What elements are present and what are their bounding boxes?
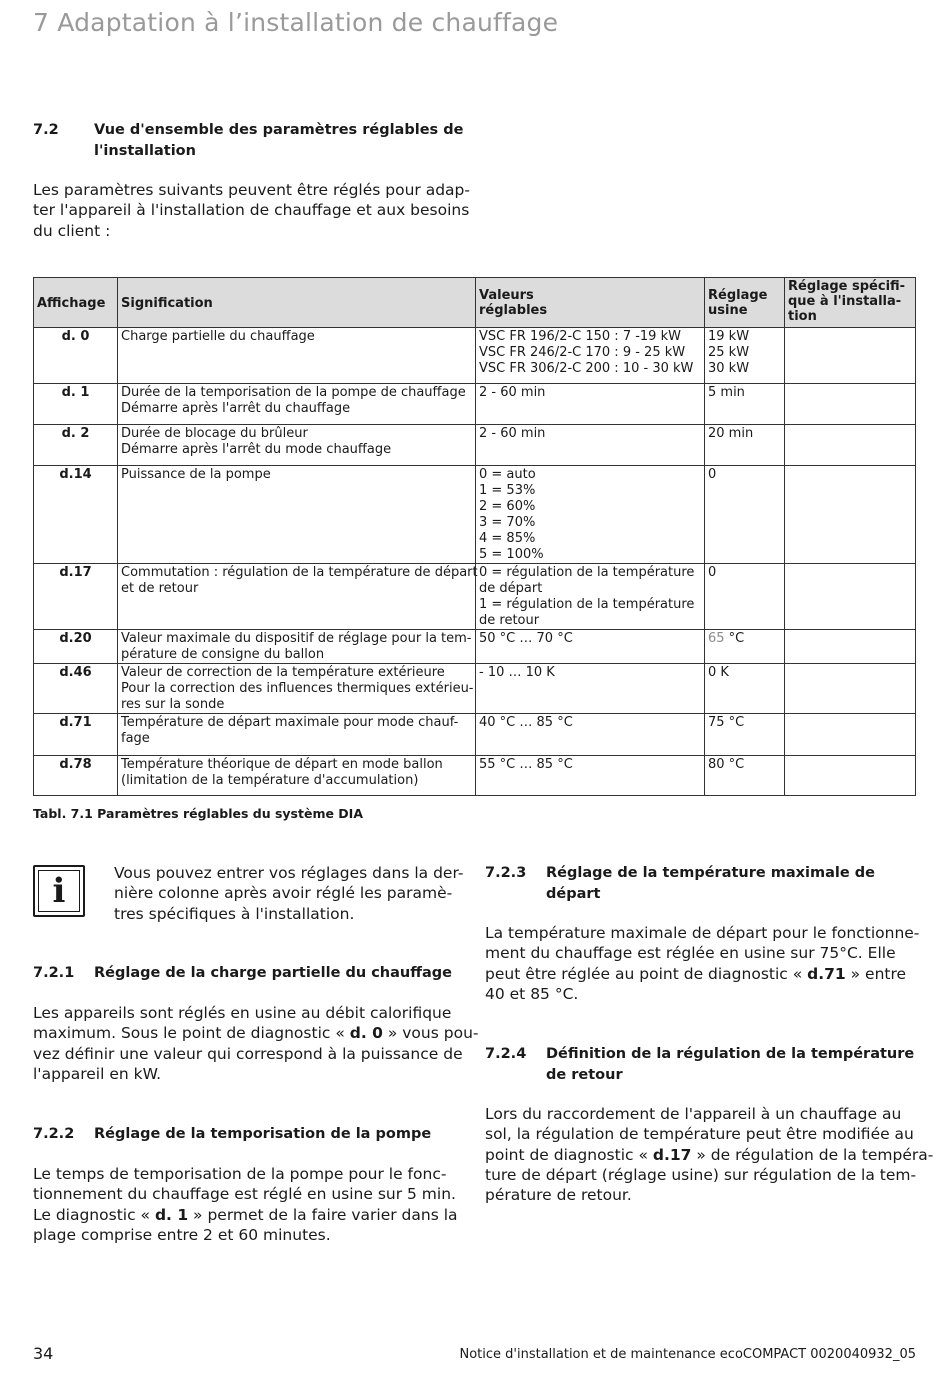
text-run: peut être réglée au point de diagnostic « <box>485 964 808 983</box>
cell-line: 2 - 60 min <box>479 426 546 441</box>
cell-line: fage <box>121 731 150 746</box>
cell-code: d.17 <box>34 564 118 630</box>
paragraph-7-2-4 <box>485 1104 934 1205</box>
info-icon-glyph: i <box>38 870 80 912</box>
table-row <box>34 384 916 425</box>
section-title-line: Vue d'ensemble des paramètres réglables de <box>94 122 464 138</box>
text-run: » permet de la faire varier dans la <box>188 1205 458 1224</box>
text-line: Vous pouvez entrer vos réglages dans la der- <box>114 864 464 882</box>
cell-line: - 10 … 10 K <box>479 665 555 680</box>
cell-line: Commutation : régulation de la température de départ <box>121 565 478 580</box>
cell-signification <box>118 664 476 714</box>
header-usine <box>705 278 785 328</box>
table-row <box>34 466 916 564</box>
header-line: Valeurs <box>479 288 534 303</box>
paragraph-7-2-1 <box>33 1003 479 1084</box>
cell-signification <box>118 630 476 664</box>
cell-specifique-empty[interactable] <box>785 328 916 384</box>
section-heading-7-2-3 <box>485 863 915 905</box>
header-valeurs <box>476 278 705 328</box>
intro-paragraph <box>33 180 473 241</box>
text-run: » vous pou- <box>382 1024 479 1043</box>
cell-valeurs <box>476 664 705 714</box>
section-title <box>94 120 473 162</box>
text-line <box>33 1205 473 1225</box>
section-title <box>546 1044 915 1086</box>
cell-line: 20 min <box>708 426 754 441</box>
table-caption: Tabl. 7.1 Paramètres réglables du système DIA <box>33 806 363 821</box>
cell-usine <box>705 664 785 714</box>
header-signification: Signification <box>118 278 476 328</box>
section-title-line: l'installation <box>94 143 196 159</box>
text-line: ture de départ (réglage usine) sur régulation de la tem- <box>485 1165 917 1184</box>
section-heading-7-2-4 <box>485 1044 915 1086</box>
cell-line: 3 = 70% <box>479 515 536 530</box>
section-title-line: Définition de la régulation de la température <box>546 1046 915 1062</box>
cell-specifique-empty[interactable] <box>785 664 916 714</box>
cell-line: Démarre après l'arrêt du chauffage <box>121 401 351 416</box>
cell-line: Charge partielle du chauffage <box>121 329 315 344</box>
text-run: Le diagnostic « <box>33 1205 155 1224</box>
text-line: ter l'appareil à l'installation de chauffage et aux besoins <box>33 201 470 220</box>
text-line: vez définir une valeur qui correspond à la puissance de <box>33 1044 463 1063</box>
cell-line: 2 = 60% <box>479 499 536 514</box>
cell-valeurs <box>476 714 705 756</box>
section-title-line: Réglage de la température maximale de <box>546 865 875 881</box>
cell-usine <box>705 425 785 466</box>
text-run: » entre <box>845 964 907 983</box>
text-line <box>33 1023 479 1043</box>
cell-usine <box>705 756 785 796</box>
header-line: Réglage <box>708 288 768 303</box>
cell-code: d.71 <box>34 714 118 756</box>
usine-value: 65 <box>708 631 725 646</box>
cell-line: 4 = 85% <box>479 531 536 546</box>
text-line: nière colonne après avoir réglé les paramè- <box>114 884 453 903</box>
cell-line: 50 °C … 70 °C <box>479 631 573 646</box>
cell-line: Puissance de la pompe <box>121 467 271 482</box>
section-title-line: départ <box>546 886 601 902</box>
cell-line: 1 = 53% <box>479 483 536 498</box>
cell-line: (limitation de la température d'accumulation) <box>121 773 419 788</box>
cell-valeurs <box>476 384 705 425</box>
cell-specifique-empty[interactable] <box>785 630 916 664</box>
cell-specifique-empty[interactable] <box>785 384 916 425</box>
cell-valeurs <box>476 630 705 664</box>
cell-code: d.20 <box>34 630 118 664</box>
cell-line <box>708 631 781 647</box>
cell-line: Pour la correction des influences thermiques extérieu- <box>121 681 474 696</box>
cell-line: 30 kW <box>708 361 750 376</box>
cell-line: Valeur de correction de la température extérieure <box>121 665 445 680</box>
text-line: 40 et 85 °C. <box>485 984 579 1003</box>
header-line: que à l'installa- <box>788 294 902 309</box>
text-line: plage comprise entre 2 et 60 minutes. <box>33 1225 331 1244</box>
cell-code: d.14 <box>34 466 118 564</box>
cell-signification <box>118 328 476 384</box>
text-line: Les appareils sont réglés en usine au débit calorifique <box>33 1004 452 1022</box>
section-heading-7-2 <box>33 120 473 162</box>
cell-usine <box>705 466 785 564</box>
cell-signification <box>118 714 476 756</box>
text-line: ment du chauffage est réglée en usine sur 75°C. Elle <box>485 944 896 963</box>
table-row <box>34 630 916 664</box>
cell-line: de départ <box>479 581 543 596</box>
paragraph-7-2-2 <box>33 1164 473 1245</box>
cell-specifique-empty[interactable] <box>785 714 916 756</box>
cell-line: 0 <box>708 467 717 482</box>
cell-specifique-empty[interactable] <box>785 466 916 564</box>
cell-code: d. 2 <box>34 425 118 466</box>
cell-specifique-empty[interactable] <box>785 564 916 630</box>
table-row <box>34 756 916 796</box>
cell-line: 5 = 100% <box>479 547 544 562</box>
cell-line: VSC FR 306/2-C 200 : 10 - 30 kW <box>479 361 694 376</box>
cell-usine <box>705 328 785 384</box>
header-line: Réglage spécifi- <box>788 279 906 294</box>
cell-line: 40 °C … 85 °C <box>479 715 573 730</box>
text-run: » de régulation de la tempéra- <box>691 1145 934 1164</box>
cell-line: 0 K <box>708 665 729 680</box>
cell-line: 1 = régulation de la température <box>479 597 695 612</box>
section-title: Réglage de la temporisation de la pompe <box>94 1126 432 1142</box>
info-icon <box>33 865 85 917</box>
cell-line: Durée de blocage du brûleur <box>121 426 308 441</box>
cell-line: 0 <box>708 565 717 580</box>
page-number: 34 <box>33 1344 54 1363</box>
header-line: usine <box>708 303 748 318</box>
cell-line: Température théorique de départ en mode ballon <box>121 757 443 772</box>
cell-specifique-empty[interactable] <box>785 425 916 466</box>
cell-valeurs <box>476 328 705 384</box>
header-line: tion <box>788 309 817 324</box>
info-note-text <box>114 863 474 924</box>
cell-code: d. 0 <box>34 328 118 384</box>
section-number: 7.2.2 <box>33 1126 75 1142</box>
cell-code: d.46 <box>34 664 118 714</box>
table-row <box>34 664 916 714</box>
cell-valeurs <box>476 425 705 466</box>
cell-line: 80 °C <box>708 757 745 772</box>
text-line: Les paramètres suivants peuvent être réglés pour adap- <box>33 181 470 199</box>
cell-signification <box>118 384 476 425</box>
table-header-row <box>34 278 916 328</box>
section-heading-7-2-2 <box>33 1124 473 1145</box>
cell-line: Durée de la temporisation de la pompe de chauffage <box>121 385 466 400</box>
cell-line: Valeur maximale du dispositif de réglage pour la tem- <box>121 631 472 646</box>
cell-line: Démarre après l'arrêt du mode chauffage <box>121 442 392 457</box>
table-row <box>34 425 916 466</box>
section-number: 7.2.1 <box>33 965 75 981</box>
cell-code: d.78 <box>34 756 118 796</box>
text-run: maximum. Sous le point de diagnostic « <box>33 1024 350 1043</box>
cell-valeurs <box>476 756 705 796</box>
cell-line: pérature de consigne du ballon <box>121 647 325 662</box>
text-run: point de diagnostic « <box>485 1145 653 1164</box>
text-line: La température maximale de départ pour le fonctionne- <box>485 924 920 942</box>
text-line: du client : <box>33 221 111 240</box>
cell-line: et de retour <box>121 581 199 596</box>
cell-line: 19 kW <box>708 329 750 344</box>
header-line: réglables <box>479 303 548 318</box>
cell-line: VSC FR 246/2-C 170 : 9 - 25 kW <box>479 345 686 360</box>
cell-signification <box>118 564 476 630</box>
diagnostic-code: d.71 <box>807 964 846 983</box>
cell-code: d. 1 <box>34 384 118 425</box>
cell-specifique-empty[interactable] <box>785 756 916 796</box>
document-reference: Notice d'installation et de maintenance ecoCOMPACT 0020040932_05 <box>459 1347 916 1362</box>
section-title <box>546 863 915 905</box>
section-title-line: de retour <box>546 1067 623 1083</box>
section-number: 7.2.3 <box>485 865 527 881</box>
cell-valeurs <box>476 466 705 564</box>
cell-line: res sur la sonde <box>121 697 225 712</box>
cell-line: 0 = régulation de la température <box>479 565 695 580</box>
cell-line: 55 °C … 85 °C <box>479 757 573 772</box>
section-number: 7.2.4 <box>485 1046 527 1062</box>
cell-valeurs <box>476 564 705 630</box>
cell-usine <box>705 630 785 664</box>
cell-line: 2 - 60 min <box>479 385 546 400</box>
cell-usine <box>705 384 785 425</box>
cell-line: VSC FR 196/2-C 150 : 7 -19 kW <box>479 329 681 344</box>
cell-line: 25 kW <box>708 345 750 360</box>
header-affichage: Affichage <box>34 278 118 328</box>
cell-line: 75 °C <box>708 715 745 730</box>
cell-line: Température de départ maximale pour mode chauf- <box>121 715 459 730</box>
section-heading-7-2-1 <box>33 963 473 984</box>
cell-line: 0 = auto <box>479 467 536 482</box>
cell-line: de retour <box>479 613 540 628</box>
text-line: pérature de retour. <box>485 1186 632 1205</box>
text-line: sol, la régulation de température peut être modifiée au <box>485 1125 914 1144</box>
text-line <box>485 964 925 984</box>
diagnostic-code: d.17 <box>652 1145 692 1164</box>
cell-signification <box>118 425 476 466</box>
usine-unit: °C <box>724 631 745 646</box>
text-line <box>485 1145 934 1165</box>
cell-usine <box>705 564 785 630</box>
cell-signification <box>118 466 476 564</box>
text-line: tres spécifiques à l'installation. <box>114 904 355 923</box>
text-line: l'appareil en kW. <box>33 1064 162 1083</box>
table-row <box>34 328 916 384</box>
diagnostic-code: d. 1 <box>154 1205 189 1224</box>
cell-usine <box>705 714 785 756</box>
cell-line: 5 min <box>708 385 745 400</box>
table-row <box>34 564 916 630</box>
text-line: Lors du raccordement de l'appareil à un chauffage au <box>485 1105 902 1123</box>
table-row <box>34 714 916 756</box>
section-title: Réglage de la charge partielle du chauffage <box>94 965 452 981</box>
cell-signification <box>118 756 476 796</box>
diagnostic-code: d. 0 <box>349 1024 383 1043</box>
section-number: 7.2 <box>33 122 59 138</box>
parameters-table <box>33 277 916 796</box>
text-line: tionnement du chauffage est réglé en usine sur 5 min. <box>33 1185 456 1204</box>
header-specifique <box>785 278 916 328</box>
chapter-title: 7 Adaptation à l’installation de chauffage <box>33 8 559 37</box>
paragraph-7-2-3 <box>485 923 925 1004</box>
text-line: Le temps de temporisation de la pompe pour le fonc- <box>33 1165 447 1183</box>
